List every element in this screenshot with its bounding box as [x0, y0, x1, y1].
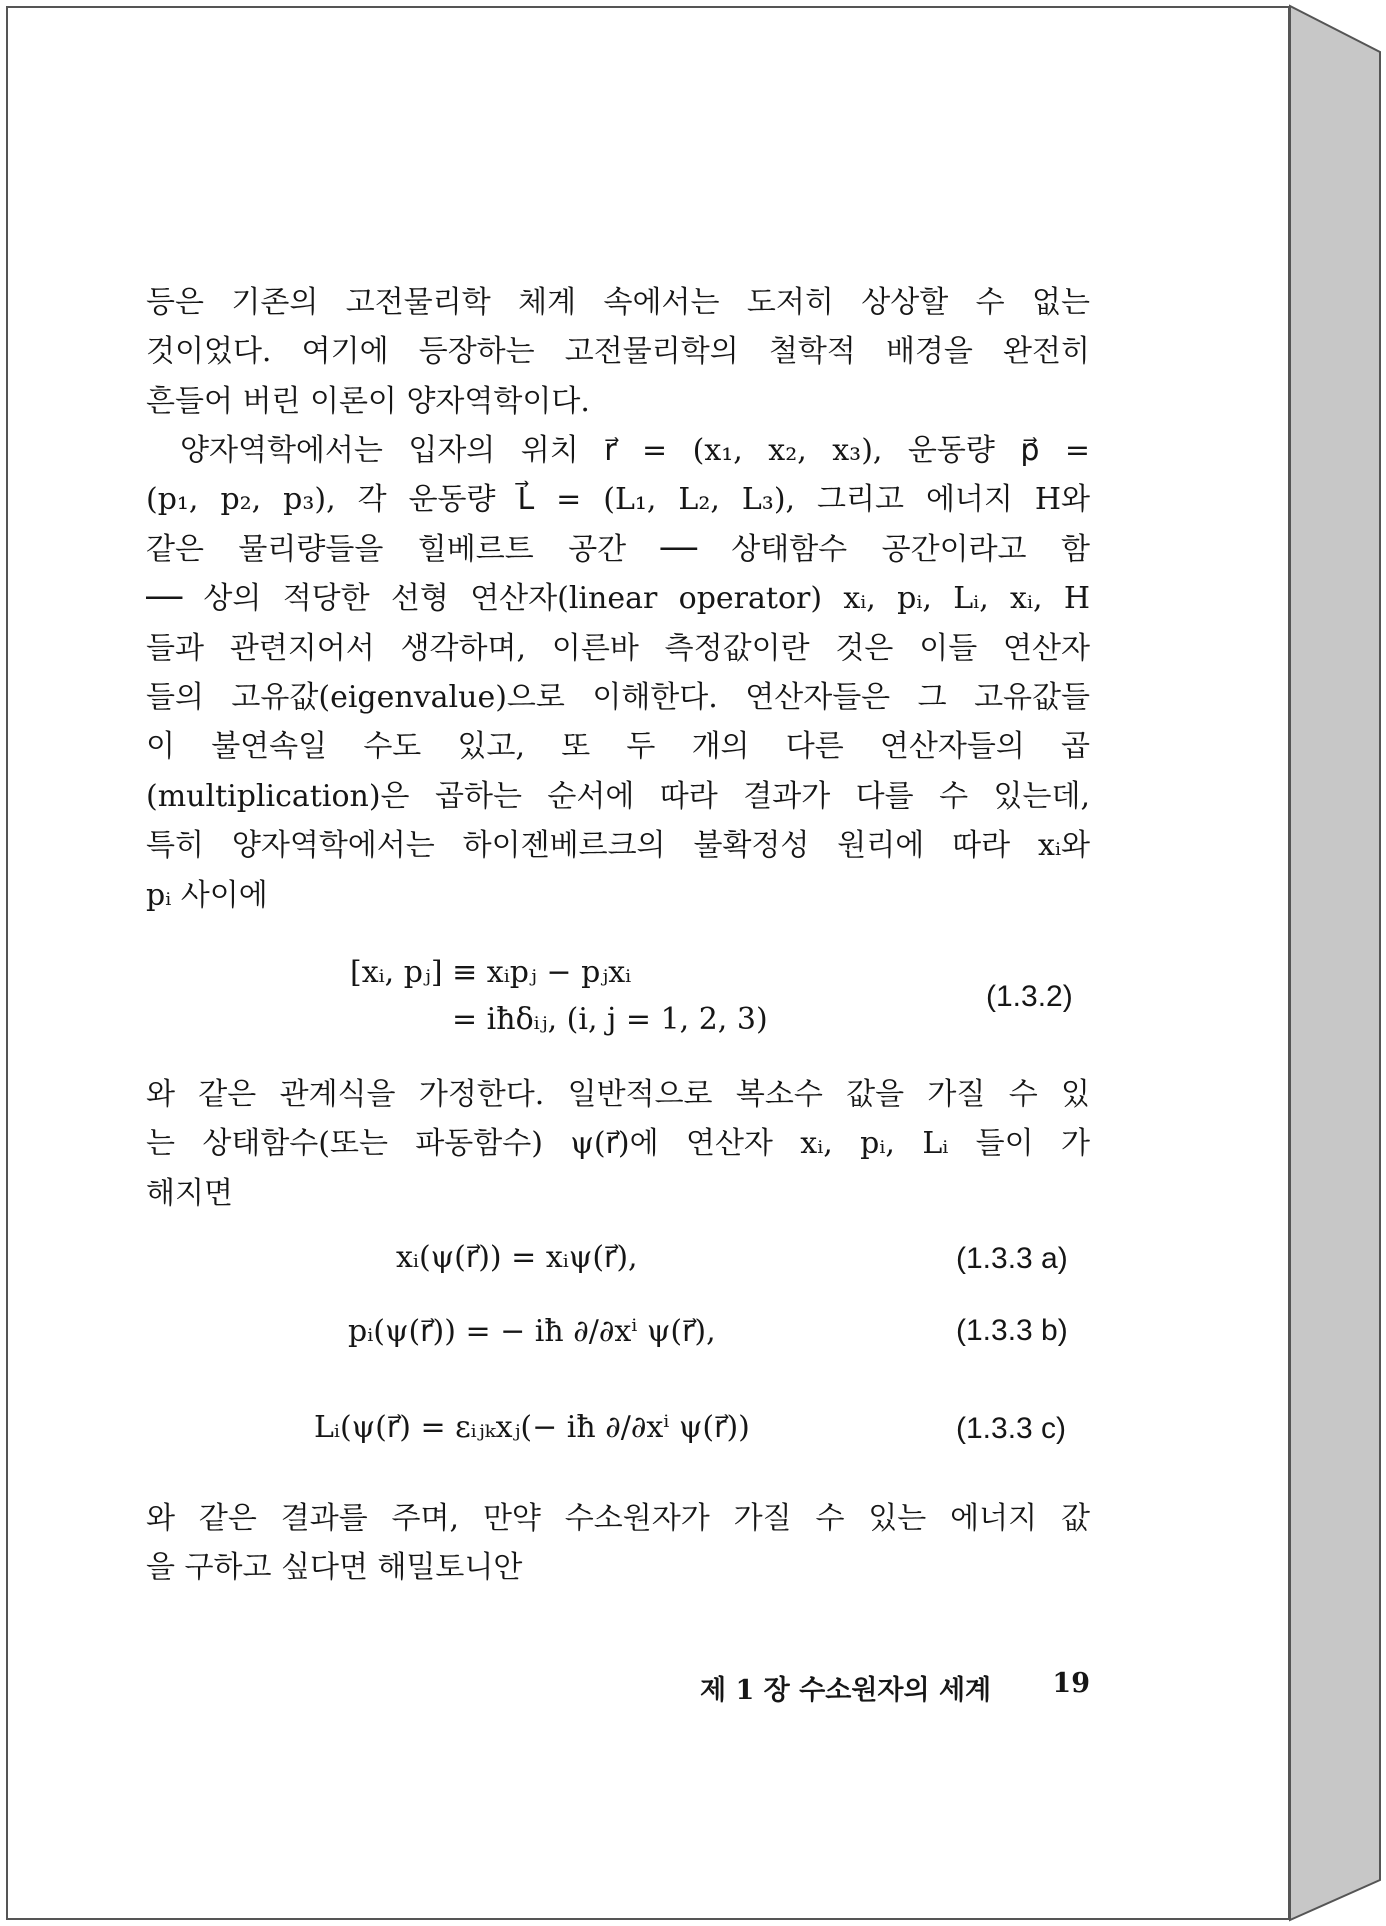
equation-1-3-2-line-1: [xᵢ, pⱼ] ≡ xᵢpⱼ − pⱼxᵢ: [350, 955, 632, 990]
text-line: 특히 양자역학에서는 하이젠베르크의 불확정성 원리에 따라 xᵢ와: [146, 828, 1090, 864]
text-line: (multiplication)은 곱하는 순서에 따라 결과가 다를 수 있는데,: [146, 778, 1090, 814]
text-line: 들의 고유값(eigenvalue)으로 이해한다. 연산자들은 그 고유값들: [146, 679, 1090, 715]
equation-1-3-2-line-2: = iħδᵢⱼ, (i, j = 1, 2, 3): [452, 1002, 768, 1037]
page-number: 19: [1052, 1668, 1090, 1699]
chapter-title: 제 1 장 수소원자의 세계: [700, 1675, 992, 1706]
text-line: ── 상의 적당한 선형 연산자(linear operator) xᵢ, pᵢ, Lᵢ, xᵢ, H: [146, 581, 1090, 617]
text-line: (p₁, p₂, p₃), 각 운동량 L⃗ = (L₁, L₂, L₃), 그리고 에너지 H와: [146, 482, 1090, 518]
equation-number: (1.3.3 c): [956, 1412, 1067, 1445]
text-line: 는 상태함수(또는 파동함수) ψ(r⃗)에 연산자 xᵢ, pᵢ, Lᵢ 들이 가: [146, 1126, 1090, 1162]
text-line: 등은 기존의 고전물리학 체계 속에서는 도저히 상상할 수 없는: [146, 285, 1090, 320]
equation-number: (1.3.3 b): [956, 1314, 1068, 1347]
paragraph-2: [146, 426, 1090, 920]
paragraph-4: [146, 1494, 1090, 1593]
text-line: 것이었다. 여기에 등장하는 고전물리학의 철학적 배경을 완전히: [146, 334, 1090, 370]
text-line: 와 같은 관계식을 가정한다. 일반적으로 복소수 값을 가질 수 있: [146, 1077, 1090, 1112]
text-line: 와 같은 결과를 주며, 만약 수소원자가 가질 수 있는 에너지 값: [146, 1501, 1090, 1536]
paragraph-1: [146, 278, 1090, 426]
text-line: 양자역학에서는 입자의 위치 r⃗ = (x₁, x₂, x₃), 운동량 p⃗ =: [180, 433, 1090, 468]
text-line: 들과 관련지어서 생각하며, 이른바 측정값이란 것은 이들 연산자: [146, 630, 1090, 666]
equation-1-3-3a: xᵢ(ψ(r⃗)) = xᵢψ(r⃗),: [396, 1240, 638, 1275]
text-line: 같은 물리량들을 힐베르트 공간 ── 상태함수 공간이라고 함: [146, 531, 1090, 567]
text-line: pᵢ 사이에: [146, 877, 268, 913]
equation-1-3-3b: pᵢ(ψ(r⃗)) = − iħ ∂/∂xⁱ ψ(r⃗),: [348, 1314, 716, 1349]
text-line: 을 구하고 싶다면 해밀토니안: [146, 1550, 523, 1586]
page-footer: [700, 1668, 1090, 1707]
text-line: 흔들어 버린 이론이 양자역학이다.: [146, 383, 590, 419]
equation-number: (1.3.2): [986, 980, 1073, 1013]
equation-number: (1.3.3 a): [956, 1242, 1068, 1275]
paragraph-3: [146, 1070, 1090, 1218]
text-line: 해지면: [146, 1175, 233, 1211]
text-line: 이 불연속일 수도 있고, 또 두 개의 다른 연산자들의 곱: [146, 729, 1090, 765]
equation-1-3-3c: Lᵢ(ψ(r⃗) = εᵢⱼₖxⱼ(− iħ ∂/∂xⁱ ψ(r⃗)): [314, 1410, 750, 1445]
